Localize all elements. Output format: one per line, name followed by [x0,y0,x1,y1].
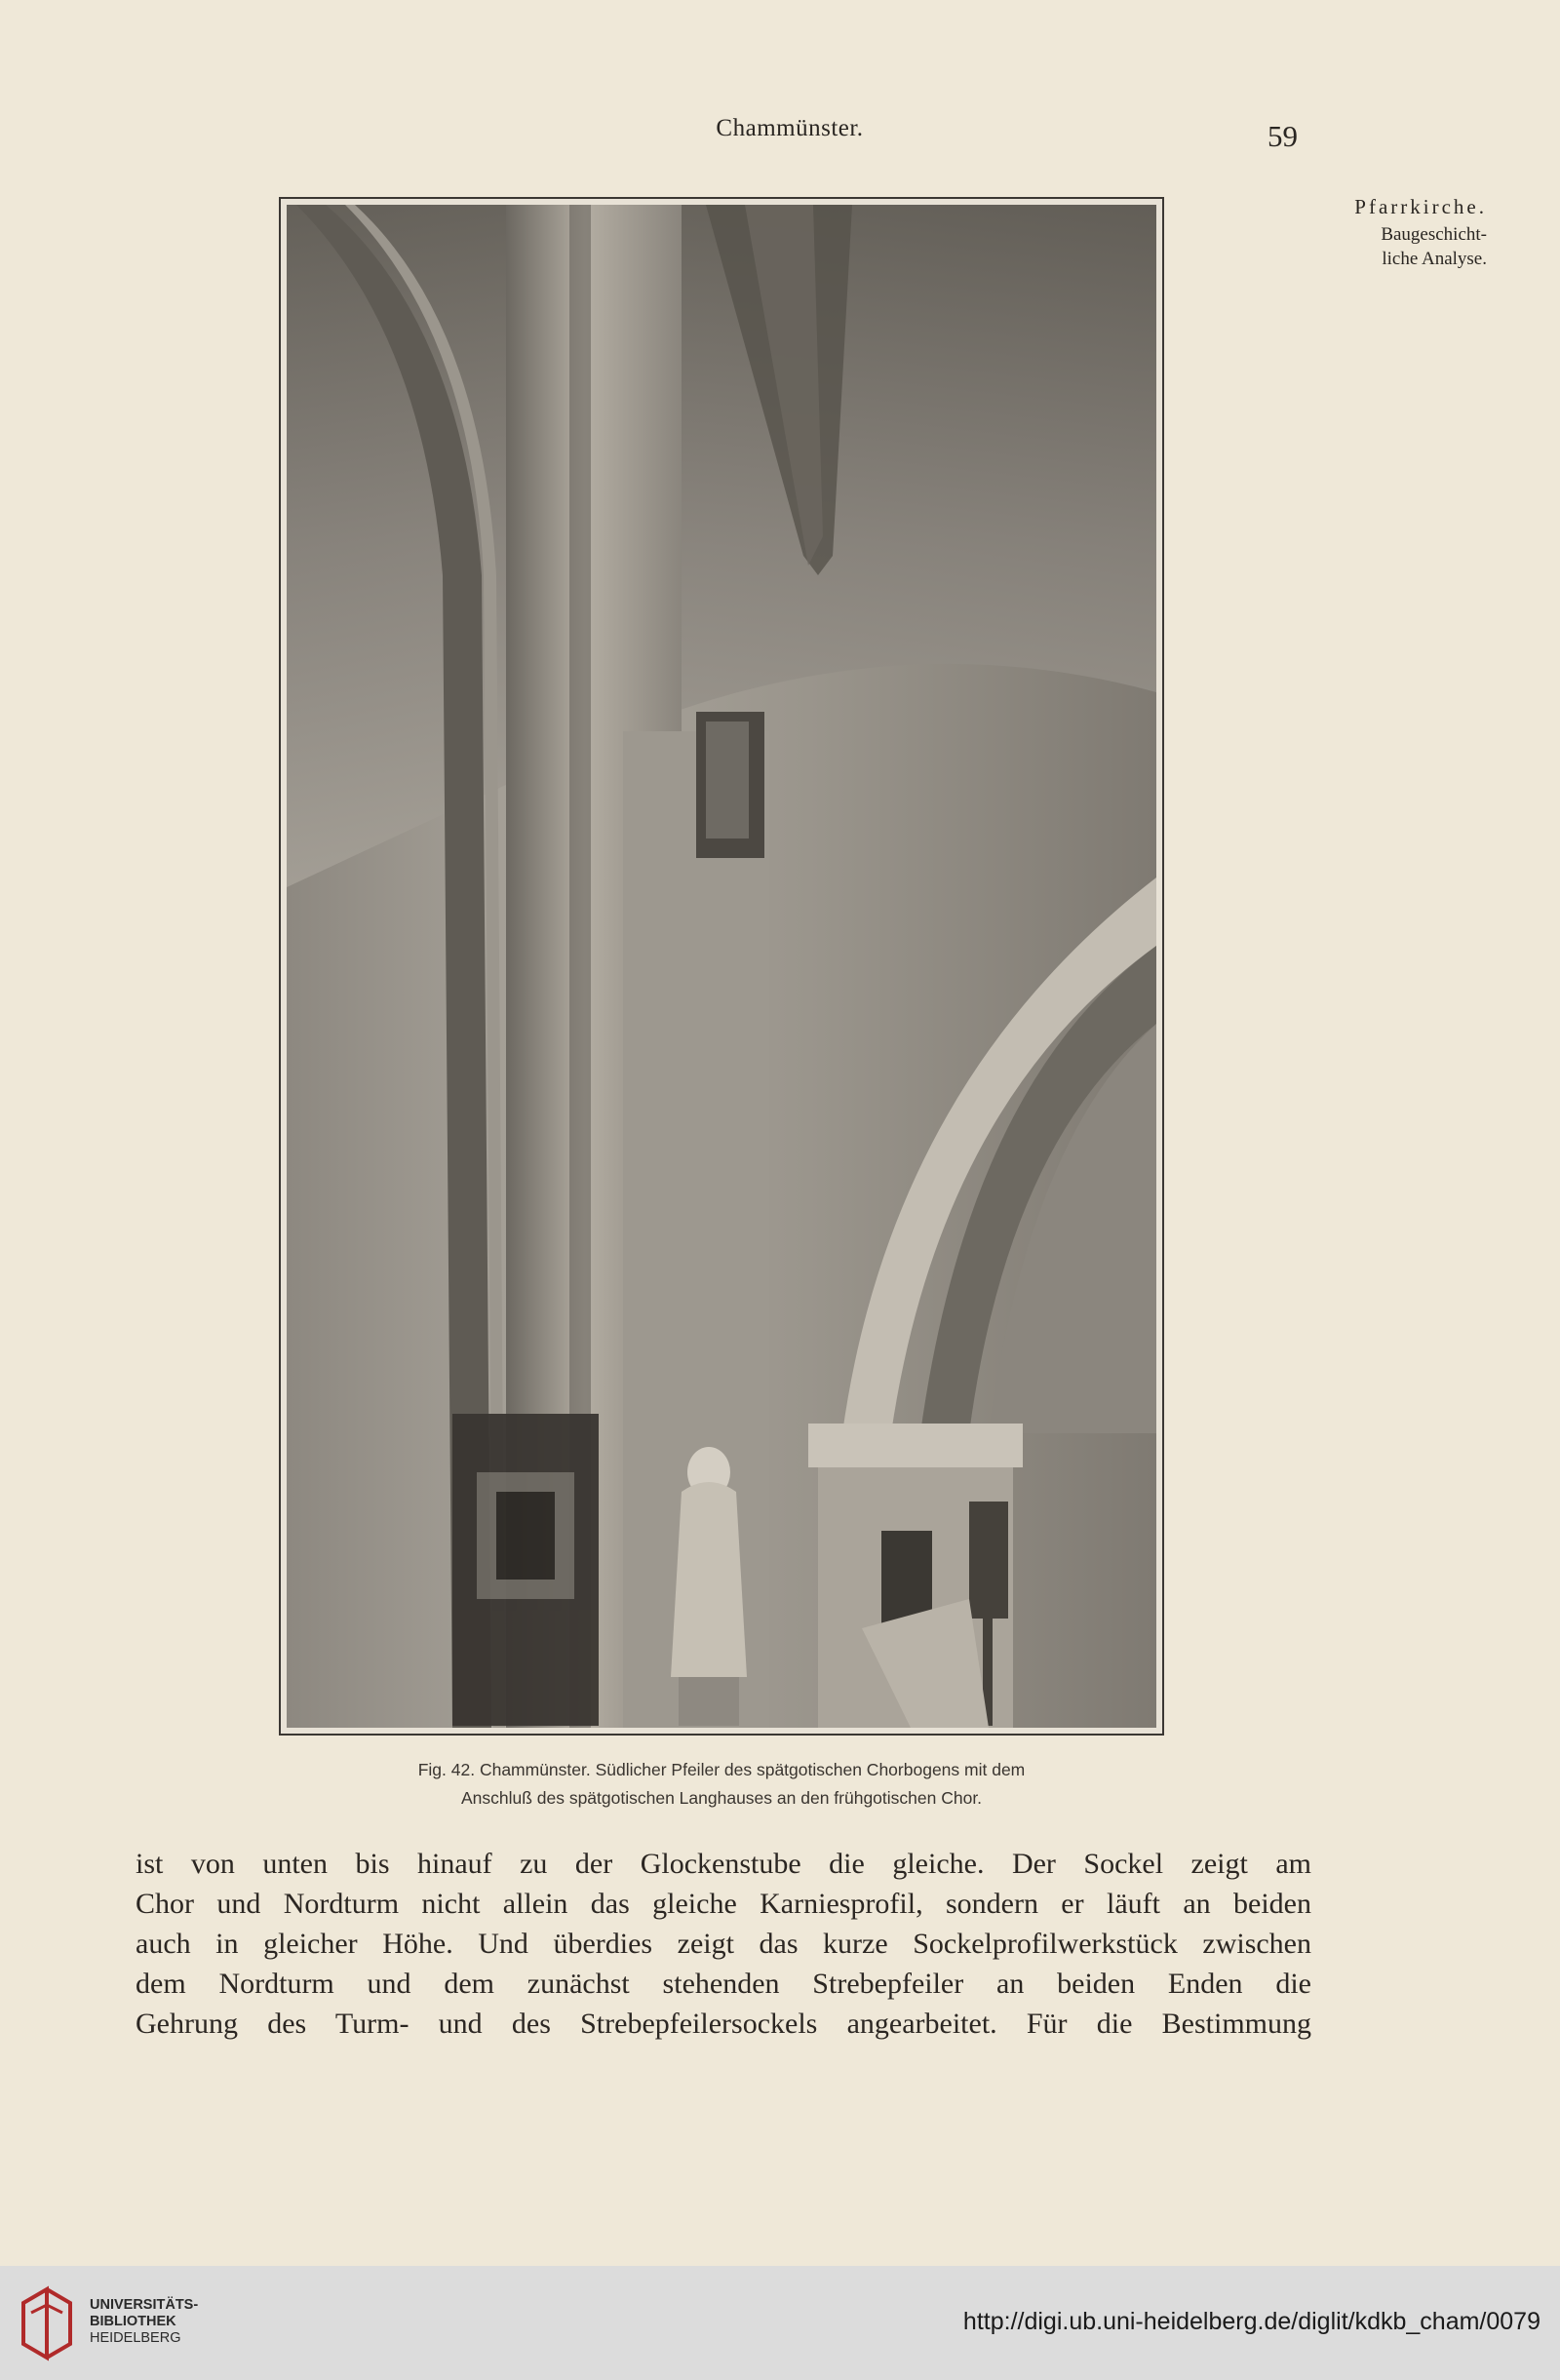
running-title: Chammünster. [716,115,864,141]
text-line: auch in gleicher Höhe. Und überdies zeigt das kurze Sockelprofilwerkstück zwischen [136,1928,1311,1960]
caption-line: Fig. 42. Chammünster. Südlicher Pfeiler des spätgotischen Chorbogens mit dem [417,1760,1026,1779]
library-line: BIBLIOTHEK [90,2314,176,2329]
figure-caption [283,1756,1160,1813]
text-line: Gehrung des Turm- und des Strebepfeilersockels angearbeitet. Für die Bestimmung [136,2008,1311,2040]
text-line: Chor und Nordturm nicht allein das gleiche Karniesprofil, sondern er läuft an beiden [136,1888,1311,1920]
library-logo-icon [18,2285,76,2361]
church-interior-photo [287,205,1156,1728]
margin-note-title: Pfarrkirche. [1354,195,1487,218]
text-line: ist von unten bis hinauf zu der Glockenstube die gleiche. Der Sockel zeigt am [136,1848,1311,1880]
library-line: UNIVERSITÄTS- [90,2297,199,2313]
text-line: dem Nordturm und dem zunächst stehenden Strebepfeiler an beiden Enden die [136,1968,1311,2000]
page-number: 59 [1268,119,1298,153]
caption-line: Anschluß des spätgotischen Langhauses an den frühgotischen Chor. [460,1788,983,1808]
body-text [136,1844,1311,2044]
altar-shrine [452,1414,599,1726]
library-line: HEIDELBERG [90,2330,181,2346]
source-url-link[interactable]: http://digi.ub.uni-heidelberg.de/diglit/kdkb_cham/0079 [962,2308,1540,2335]
margin-note [1268,195,1487,271]
library-name [90,2297,198,2347]
margin-note-line: liche Analyse. [1382,249,1487,269]
footer-bar [0,2266,1560,2380]
margin-note-line: Baugeschicht- [1381,224,1487,245]
figure-photograph [279,197,1164,1736]
